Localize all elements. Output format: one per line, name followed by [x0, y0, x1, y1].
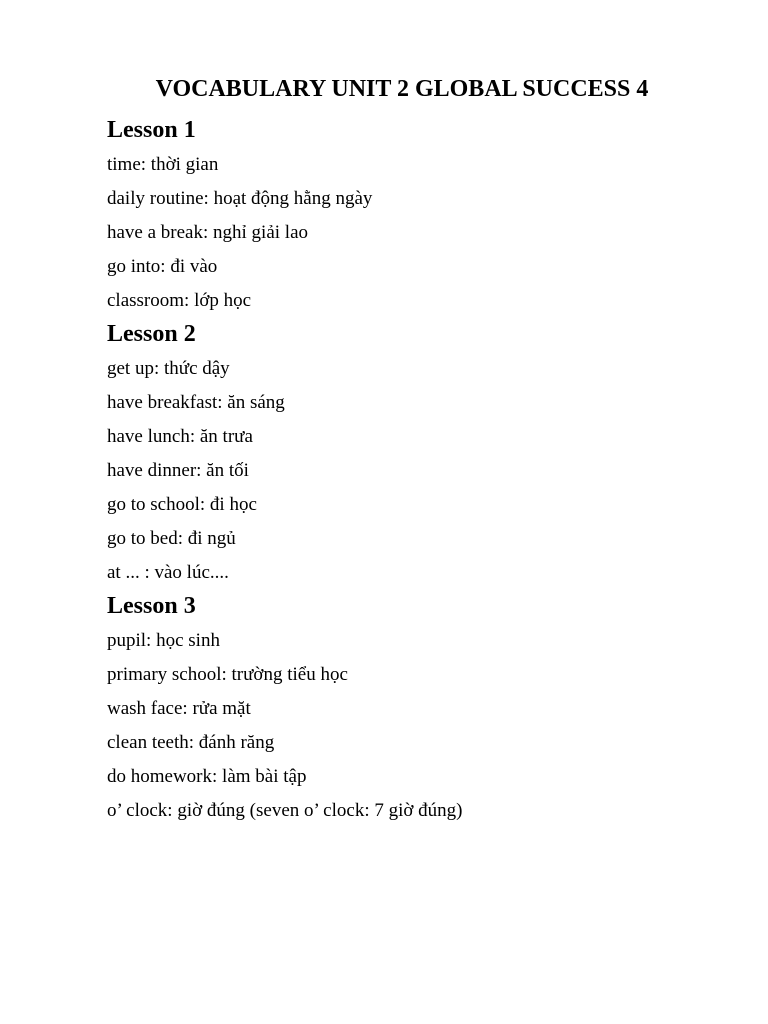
vocab-item: daily routine: hoạt động hằng ngày [107, 188, 373, 209]
lesson-3-section [107, 590, 727, 828]
vocab-item: wash face: rửa mặt [107, 698, 251, 719]
vocab-item: have lunch: ăn trưa [107, 426, 253, 447]
vocab-item: have breakfast: ăn sáng [107, 392, 285, 413]
vocab-item: do homework: làm bài tập [107, 766, 307, 787]
lesson-2-section [107, 318, 727, 590]
lesson-3-heading: Lesson 3 [107, 593, 196, 619]
vocab-item: have a break: nghỉ giải lao [107, 222, 309, 243]
lesson-2-heading: Lesson 2 [107, 321, 196, 347]
document-title: VOCABULARY UNIT 2 GLOBAL SUCCESS 4 [155, 76, 649, 102]
vocab-item: go to school: đi học [107, 494, 257, 515]
lesson-1-section [107, 114, 727, 318]
vocab-item: pupil: học sinh [107, 630, 220, 651]
vocab-item: clean teeth: đánh răng [107, 732, 275, 753]
vocab-item: get up: thức dậy [107, 358, 230, 379]
vocab-item: at ... : vào lúc.... [107, 562, 229, 583]
vocab-item: o’ clock: giờ đúng (seven o’ clock: 7 giờ đúng) [107, 800, 463, 821]
vocab-item: go into: đi vào [107, 256, 218, 277]
vocab-item: have dinner: ăn tối [107, 460, 249, 481]
vocab-item: primary school: trường tiểu học [107, 664, 348, 685]
vocab-item: time: thời gian [107, 154, 219, 175]
document-content [107, 114, 727, 828]
lesson-1-heading: Lesson 1 [107, 117, 196, 143]
vocab-item: go to bed: đi ngủ [107, 528, 236, 549]
vocab-item: classroom: lớp học [107, 290, 252, 311]
